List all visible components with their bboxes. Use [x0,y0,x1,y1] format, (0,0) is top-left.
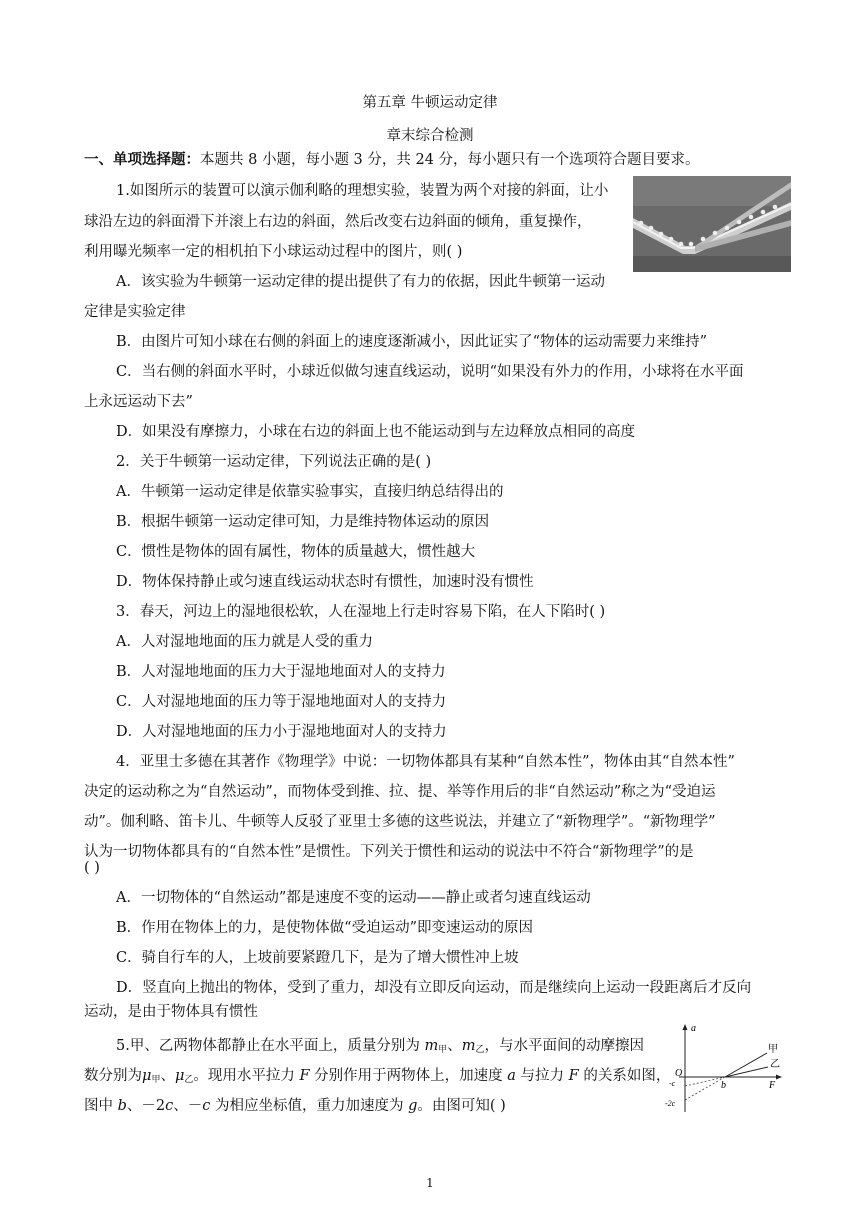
origin-label: O [675,1068,683,1079]
q2-option-d: D．物体保持静止或匀速直线运动状态时有惯性，加速时没有惯性 [116,574,534,590]
q5-var-b: b [117,1098,127,1114]
line-yi-extension [685,1077,725,1086]
q5-var-c: c [165,1098,174,1114]
q5-text: 为相应坐标值，重力加速度为 [210,1098,409,1114]
q3-option-c: C．人对湿地地面的压力等于湿地地面对人的支持力 [116,694,447,710]
chapter-title: 第五章 牛顿运动定律 [362,95,498,111]
q5-stem-line2 [84,1066,670,1090]
q4-stem-line5: ( ) [84,860,100,876]
q5-var-m: m [424,1038,439,1054]
axis-label-a: a [691,1023,696,1034]
section1-heading: 一、单项选择题： [84,151,200,168]
inclined-plane-experiment-photo [633,176,791,272]
x-axis-arrow [776,1075,782,1080]
q5-text: 。现用水平拉力 [193,1068,300,1084]
q5-text: 与拉力 [515,1068,569,1084]
q5-text: 分别作用于两物体上，加速度 [309,1068,508,1084]
tick-label-neg-2c: -2c [665,1099,676,1108]
q5-text: 的关系如图， [578,1068,671,1084]
q2-stem: 2．关于牛顿第一运动定律，下列说法正确的是( ) [116,454,432,470]
q5-sep: 、 [447,1038,462,1054]
q5-stem-line1 [116,1036,644,1060]
q4-stem-line2: 决定的运动称之为“自然运动”，而物体受到推、拉、提、举等作用后的非“自然运动”称之为“受迫运 [84,784,716,800]
q1-stem-line2: 球沿左边的斜面滑下并滚上右边的斜面，然后改变右边斜面的倾角，重复操作， [84,214,592,230]
q5-var-m: m [461,1038,476,1054]
q5-sub-yi: 乙 [475,1045,485,1055]
q5-var-a: a [507,1068,516,1084]
q4-option-d-line1: D．竖直向上抛出的物体，受到了重力，却没有立即反向运动，而是继续向上运动一段距离后才反向 [116,980,752,996]
line-jia-extension [685,1077,725,1100]
tick-label-neg-c: -c [669,1079,676,1088]
q2-option-b: B．根据牛顿第一运动定律可知，力是维持物体运动的原因 [116,514,490,530]
label-jia: 甲 [768,1044,778,1055]
q5-text: 图中 [84,1098,118,1114]
q5-text: 数分别为 [84,1068,142,1084]
q3-option-d: D．人对湿地地面的压力小于湿地地面对人的支持力 [116,724,447,740]
q1-option-a-line1: A．该实验为牛顿第一运动定律的提出提供了有力的依据，因此牛顿第一运动 [116,274,605,290]
q4-stem-line3: 动”。伽利略、笛卡儿、牛顿等人反驳了亚里士多德的这些说法，并建立了“新物理学”。“新物理学” [84,814,716,830]
q5-sub-yi: 乙 [184,1075,194,1085]
q1-option-a-line2: 定律是实验定律 [84,304,186,320]
q5-sep: 、 [160,1068,175,1084]
q1-stem-line1: 1.如图所示的装置可以演示伽利略的理想实验，装置为两个对接的斜面，让小 [116,183,609,199]
section-subtitle: 章末综合检测 [386,128,474,144]
q4-option-c: C．骑自行车的人，上坡前要紧蹬几下，是为了增大惯性冲上坡 [116,950,519,966]
q5-var-g: g [408,1098,418,1114]
q1-option-c-line1: C．当右侧的斜面水平时，小球近似做匀速直线运动，说明“如果没有外力的作用，小球将在水平面 [116,364,744,380]
line-yi [725,1067,768,1077]
q5-var-F: F [299,1068,310,1084]
q1-option-b: B．由图片可知小球在右侧的斜面上的速度逐渐减小，因此证实了“物体的运动需要力来维持” [116,334,707,350]
q3-option-a: A．人对湿地地面的压力就是人受的重力 [116,634,373,650]
q4-option-b: B．作用在物体上的力，是使物体做“受迫运动”即变速运动的原因 [116,920,533,936]
q5-text: 5.甲、乙两物体都静止在水平面上，质量分别为 [116,1038,425,1054]
q1-option-c-line2: 上永远运动下去” [84,394,193,410]
q1-stem-line3: 利用曝光频率一定的相机拍下小球运动过程中的图片，则( ) [84,244,463,260]
page-number: 1 [426,1176,434,1190]
q5-sub-jia: 甲 [438,1045,448,1055]
q5-var-mu: μ [174,1068,185,1084]
q5-var-F: F [568,1068,579,1084]
q5-sub-jia: 甲 [151,1075,161,1085]
q1-option-d: D．如果没有摩擦力，小球在右边的斜面上也不能运动到与左边释放点相同的高度 [116,424,636,440]
q5-text: 、－2 [126,1098,166,1114]
q5-text: 。由图可知( ) [417,1098,506,1114]
q3-stem: 3．春天，河边上的湿地很松软，人在湿地上行走时容易下陷，在人下陷时( ) [116,604,606,620]
q4-option-a: A．一切物体的“自然运动”都是速度不变的运动——静止或者匀速直线运动 [116,890,591,906]
label-yi: 乙 [770,1059,780,1070]
q5-var-mu: μ [142,1068,152,1084]
q5-text: 、－ [173,1098,203,1114]
q3-option-b: B．人对湿地地面的压力大于湿地地面对人的支持力 [116,664,446,680]
q5-text: ，与水平面间的动摩擦因 [484,1038,644,1054]
q4-stem-line4: 认为一切物体都具有的“自然本性”是惯性。下列关于惯性和运动的说法中不符合“新物理学”的是 [84,844,694,860]
section1-header [84,150,700,170]
q4-stem-line1: 4．亚里士多德在其著作《物理学》中说：一切物体都具有某种“自然本性”，物体由其“自然本性” [116,754,735,770]
y-axis-arrow [683,1024,688,1030]
section1-description: 本题共 8 小题，每小题 3 分，共 24 分，每小题只有一个选项符合题目要求。 [200,152,700,168]
q4-option-d-line2: 运动，是由于物体具有惯性 [84,1004,258,1020]
tick-label-b: b [721,1080,726,1091]
line-jia [725,1053,767,1077]
q2-option-c: C．惯性是物体的固有属性，物体的质量越大，惯性越大 [116,544,476,560]
axis-label-F: F [769,1080,776,1091]
q2-option-a: A．牛顿第一运动定律是依靠实验事实，直接归纳总结得出的 [116,484,504,500]
acceleration-force-graph [665,1022,787,1114]
q5-stem-line3 [84,1096,506,1116]
q5-var-c: c [202,1098,211,1114]
